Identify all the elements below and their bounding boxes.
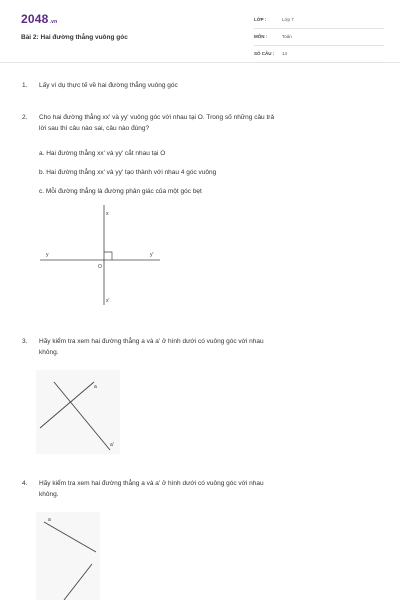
logo-tld: .vn [49, 19, 58, 25]
question-text-line: lời sau thì câu nào sai, câu nào đúng? [39, 125, 150, 132]
meta-row-count [254, 48, 384, 63]
figure-background [36, 370, 120, 454]
lesson-meta [254, 14, 384, 65]
question-text-line: không. [39, 491, 59, 498]
meta-key: SỐ CÂU : [254, 51, 275, 56]
question-number: 3. [22, 338, 28, 345]
answer-option-c: c. Mỗi đường thẳng là đường phân giác của một góc bẹt [39, 188, 202, 195]
label-a-prime: a' [110, 442, 114, 448]
meta-key: MÔN : [254, 34, 268, 39]
label-a: a [48, 517, 51, 523]
question-text-line: không. [39, 349, 59, 356]
right-angle-mark [104, 252, 112, 260]
question-number: 2. [22, 114, 28, 121]
meta-value: 14 [282, 51, 288, 56]
label-a: a [94, 384, 97, 390]
answer-option-a: a. Hai đường thẳng xx' và yy' cắt nhau tại O [39, 150, 166, 157]
label-y: y [46, 252, 49, 258]
question-text-line: Cho hai đường thẳng xx' và yy' vuông góc với nhau tại O. Trong số những câu trả [39, 114, 275, 121]
meta-row-class [254, 14, 384, 29]
perpendicular-lines-figure [40, 205, 170, 310]
answer-option-b: b. Hai đường thẳng xx' và yy' tạo thành với nhau 4 góc vuông [39, 169, 217, 176]
meta-row-subject [254, 31, 384, 46]
lesson-title: Bài 2: Hai đường thẳng vuông góc [21, 34, 128, 41]
logo-main: 2048 [21, 12, 49, 26]
lines-a-figure-q3 [36, 370, 120, 454]
label-y-prime: y' [150, 252, 154, 258]
site-logo[interactable] [21, 12, 57, 26]
question-number: 4. [22, 480, 28, 487]
question-text-line: Hãy kiểm tra xem hai đường thẳng a và a' ở hình dưới có vuông góc với nhau [39, 480, 264, 487]
meta-key: LỚP : [254, 17, 267, 22]
question-number: 1. [22, 82, 28, 89]
figure-background [36, 512, 100, 600]
question-text-line: Hãy kiểm tra xem hai đường thẳng a và a' ở hình dưới có vuông góc với nhau [39, 338, 264, 345]
label-x-prime: x' [106, 298, 110, 304]
lines-a-figure-q4 [36, 512, 100, 600]
meta-value: Lớp 7 [282, 17, 294, 22]
question-text: Lấy ví dụ thực tế về hai đường thẳng vuông góc [39, 82, 178, 89]
meta-value: Toán [282, 34, 292, 39]
label-o: O [98, 264, 102, 270]
label-x: x [106, 211, 109, 217]
worksheet-header [0, 0, 400, 63]
